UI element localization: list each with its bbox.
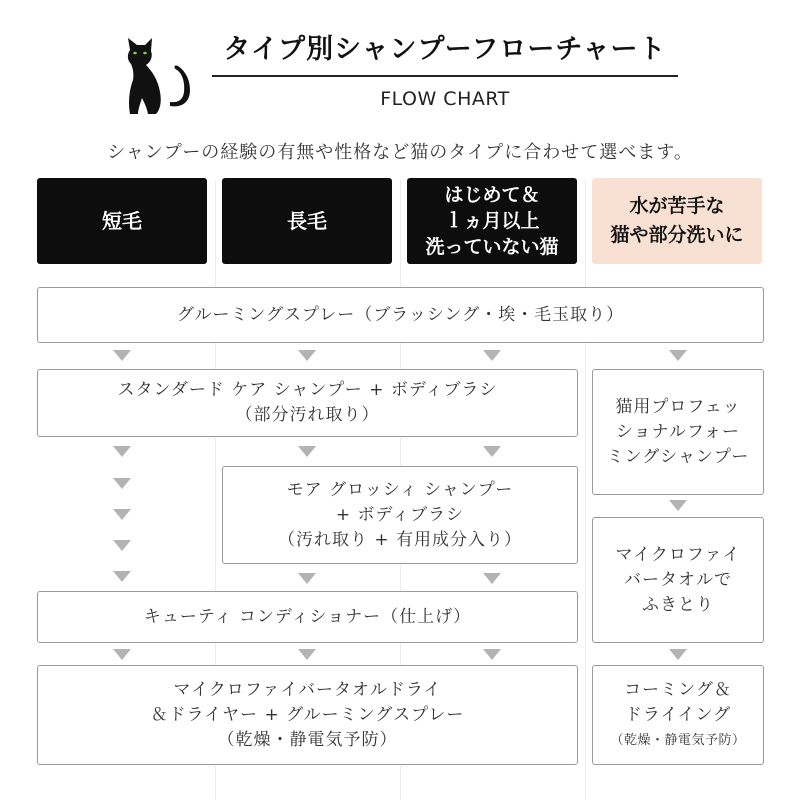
flow-arrow-icon xyxy=(113,540,131,551)
type-first-time: はじめて＆ ｌヵ月以上 洗っていない猫 xyxy=(407,178,577,264)
step-microfiber-wipe: マイクロファイ バータオルで ふきとり xyxy=(592,517,764,643)
flow-arrow-icon xyxy=(483,649,501,660)
flow-arrow-icon xyxy=(298,446,316,457)
step-foaming-shampoo: 猫用プロフェッ ショナルフォー ミングシャンプー xyxy=(592,369,764,495)
combing-drying-label: コーミング＆ ドライイング xyxy=(624,679,732,725)
flow-arrow-icon xyxy=(113,571,131,582)
flow-arrow-icon xyxy=(298,649,316,660)
combing-drying-note: （乾燥・静電気予防） xyxy=(610,732,746,748)
type-water-averse: 水が苦手な 猫や部分洗いに xyxy=(592,178,762,264)
step-grooming-spray: グルーミングスプレー（ブラッシング・埃・毛玉取り） xyxy=(37,287,764,343)
flow-arrow-icon xyxy=(113,649,131,660)
type-long-hair: 長毛 xyxy=(222,178,392,264)
step-combing-drying xyxy=(592,665,764,765)
flow-arrow-icon xyxy=(669,500,687,511)
flow-arrow-icon xyxy=(298,573,316,584)
step-more-glossy-shampoo: モア グロッシィ シャンプー + ボディブラシ （汚れ取り + 有用成分入り） xyxy=(222,466,578,564)
flow-arrow-icon xyxy=(483,573,501,584)
flow-arrow-icon xyxy=(483,446,501,457)
flow-arrow-icon xyxy=(298,350,316,361)
page-subtitle: FLOW CHART xyxy=(380,88,510,110)
flow-arrow-icon xyxy=(113,350,131,361)
flow-arrow-icon xyxy=(113,478,131,489)
step-cutie-conditioner: キューティ コンディショナー（仕上げ） xyxy=(37,591,578,643)
title-divider xyxy=(212,75,678,77)
black-cat-icon xyxy=(118,38,194,116)
column-guide xyxy=(585,180,586,800)
step-standard-care-shampoo: スタンダード ケア シャンプー + ボディブラシ （部分汚れ取り） xyxy=(37,369,578,437)
page-title: タイプ別シャンプーフローチャート xyxy=(223,34,667,65)
intro-text: シャンプーの経験の有無や性格など猫のタイプに合わせて選べます。 xyxy=(107,142,693,163)
flow-arrow-icon xyxy=(113,509,131,520)
step-microfiber-dry: マイクロファイバータオルドライ ＆ドライヤー + グルーミングスプレー （乾燥・静電気予防） xyxy=(37,665,578,765)
flow-arrow-icon xyxy=(669,649,687,660)
type-short-hair: 短毛 xyxy=(37,178,207,264)
flow-arrow-icon xyxy=(669,350,687,361)
flow-arrow-icon xyxy=(113,446,131,457)
flow-arrow-icon xyxy=(483,350,501,361)
